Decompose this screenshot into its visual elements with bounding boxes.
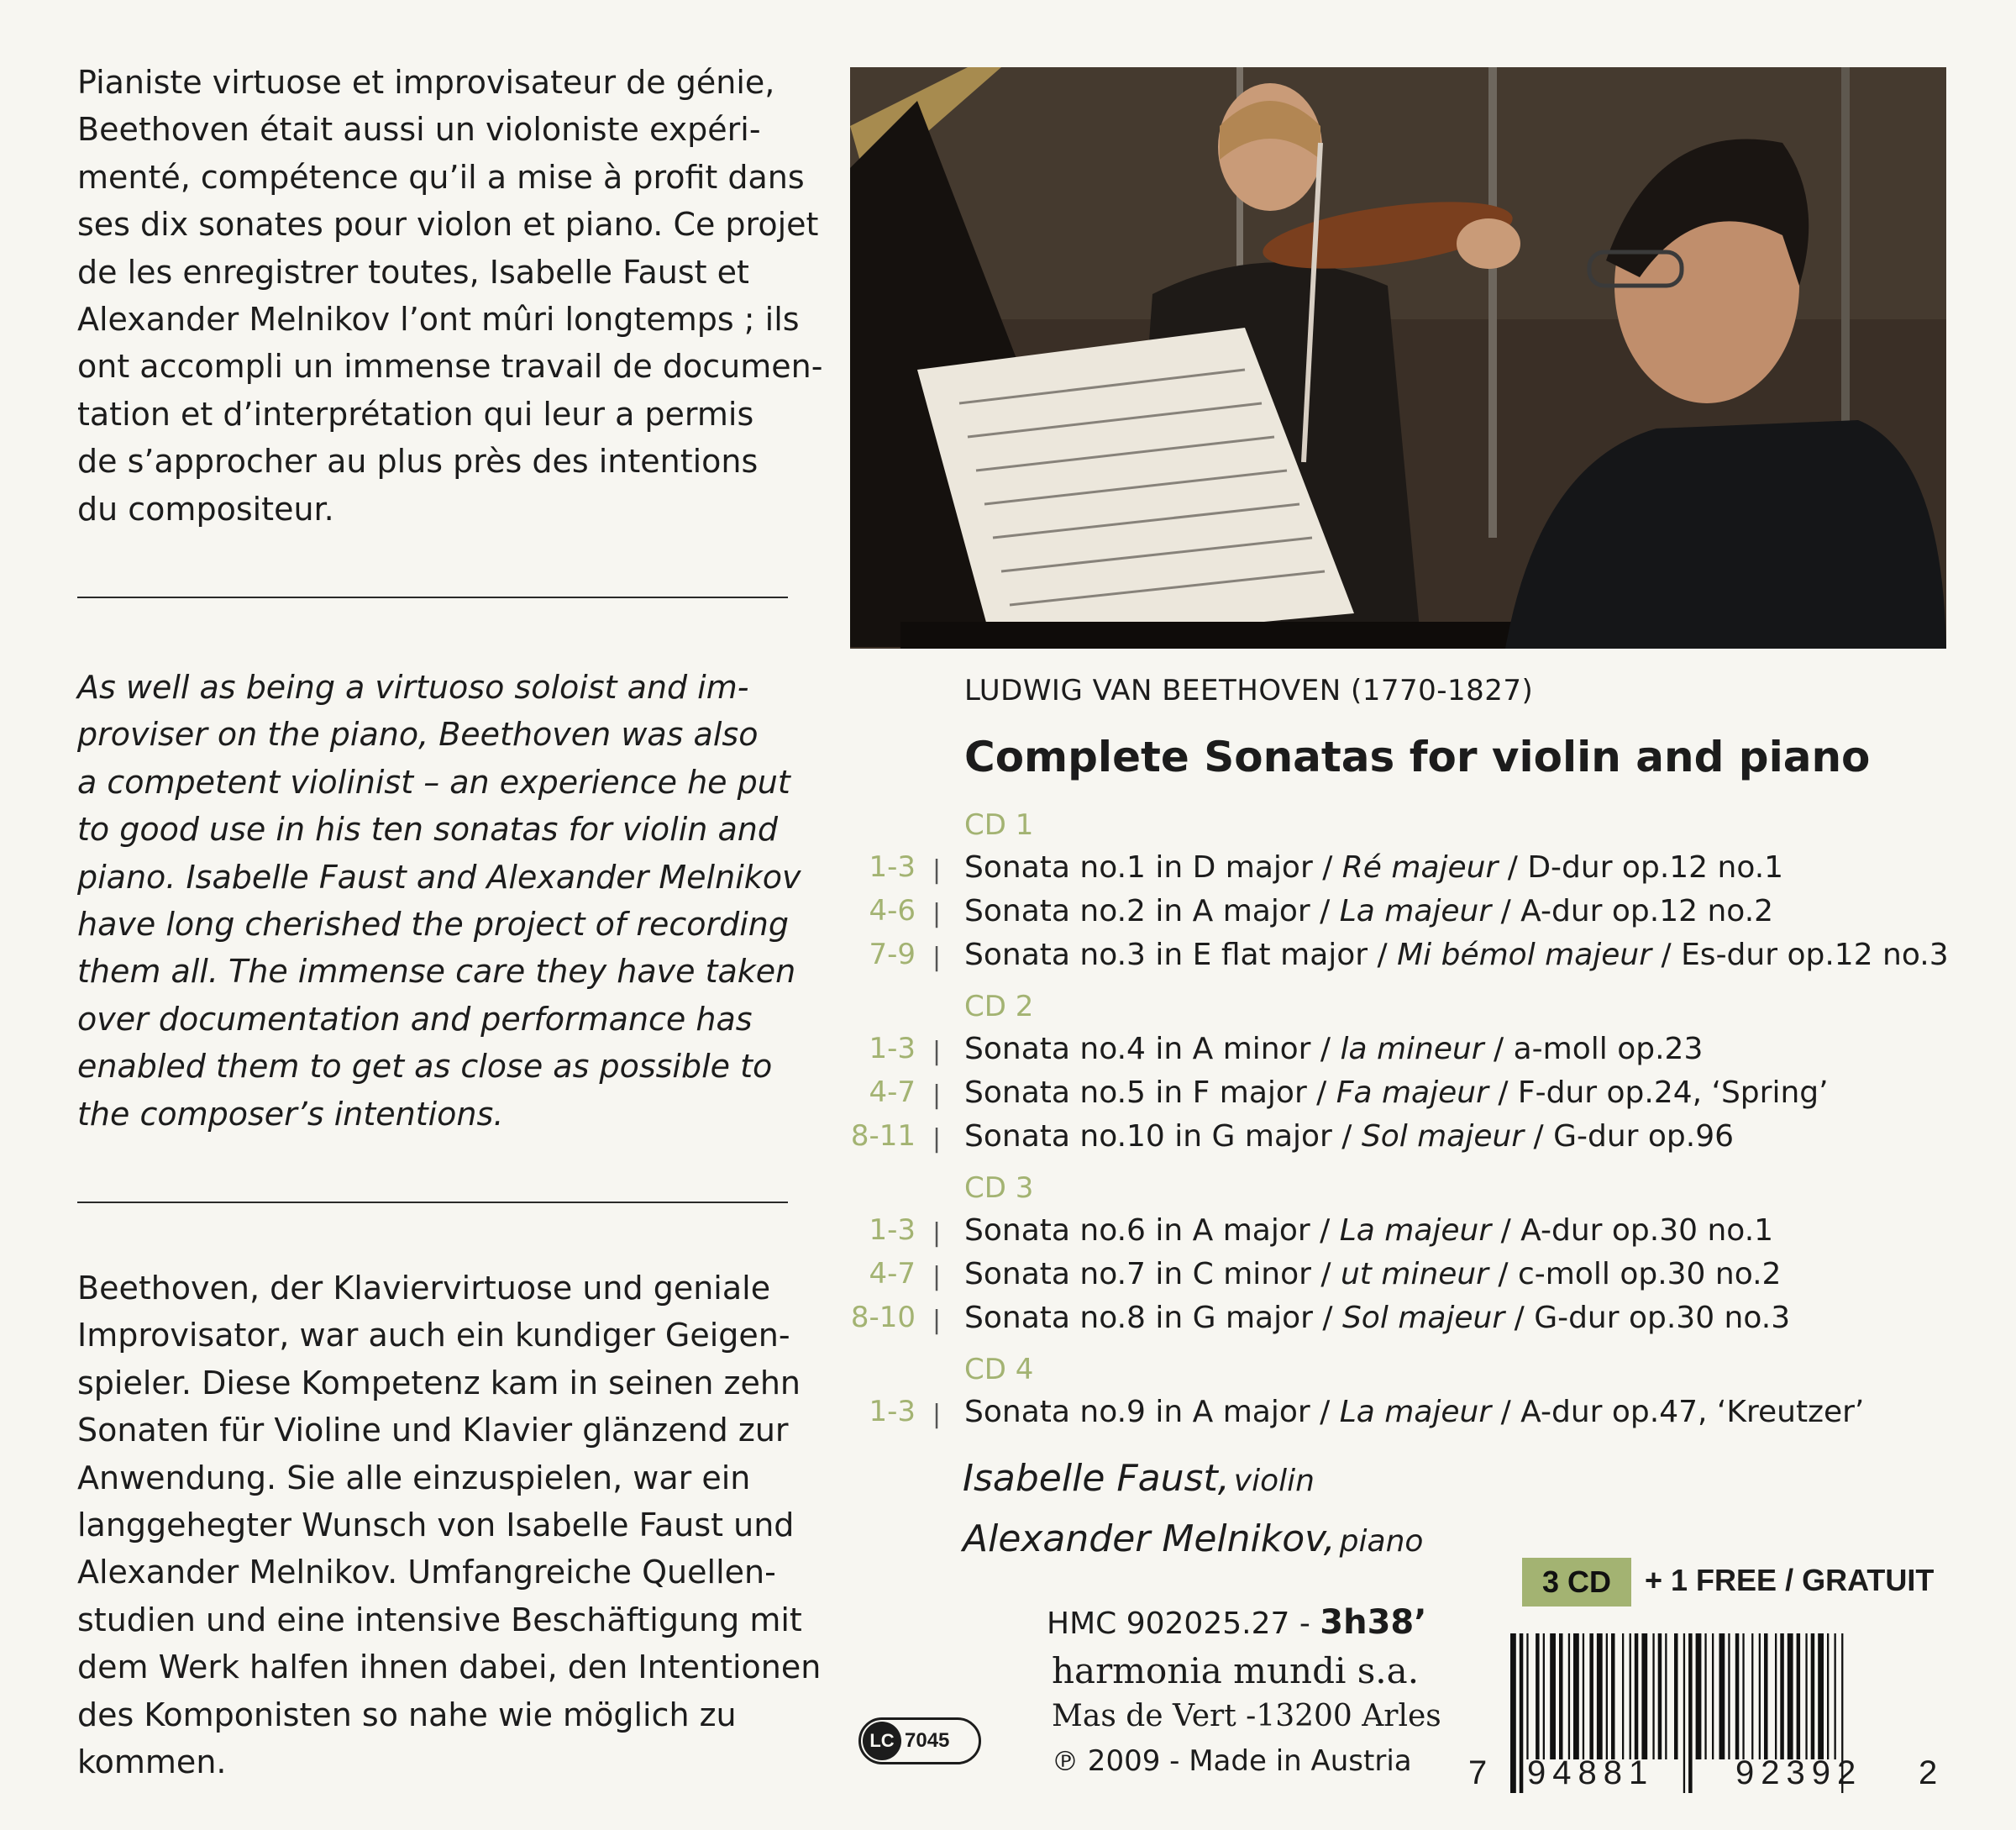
track-row <box>840 1395 1949 1435</box>
text-line: Beethoven, der Klaviervirtuose und geniale <box>77 1270 771 1307</box>
english-paragraph <box>77 664 801 1138</box>
barcode-bar <box>1818 1633 1824 1759</box>
performer-name: Isabelle Faust, <box>963 1457 1230 1500</box>
track-separator: | <box>932 1306 942 1335</box>
track-separator: | <box>932 855 942 885</box>
catalog-line <box>1047 1603 1426 1642</box>
title-french: Fa majeur <box>1336 1075 1488 1110</box>
title-french: Sol majeur <box>1361 1119 1525 1154</box>
barcode-digits-left: 94881 <box>1527 1754 1655 1791</box>
barcode-bar <box>1630 1633 1631 1759</box>
title-french: ut mineur <box>1340 1257 1488 1291</box>
label-code-logo <box>858 1717 981 1764</box>
barcode-bar <box>1780 1633 1784 1759</box>
text-line: a competent violinist – an experience he put <box>77 763 790 801</box>
barcode-digits-right: 92392 <box>1735 1754 1863 1791</box>
text-line: tation et d’interprétation qui leur a permis <box>77 395 754 433</box>
performer-instrument: piano <box>1339 1524 1424 1559</box>
track-numbers: 8-10 <box>850 1301 916 1334</box>
title-german: / G-dur op.30 no.3 <box>1504 1301 1791 1335</box>
barcode-bar <box>1742 1633 1744 1759</box>
german-paragraph <box>77 1265 822 1785</box>
title-german: / A-dur op.30 no.1 <box>1491 1213 1774 1248</box>
german-block <box>77 1265 822 1785</box>
performer-name: Alexander Melnikov, <box>963 1517 1336 1560</box>
title-english: Sonata no.3 in E flat major / <box>964 938 1398 972</box>
title-french: la mineur <box>1340 1032 1484 1066</box>
barcode-bar <box>1652 1633 1654 1759</box>
barcode-bar <box>1665 1633 1667 1759</box>
barcode-bar <box>1759 1633 1761 1759</box>
barcode-bar <box>1543 1633 1545 1759</box>
track-row <box>840 850 1949 891</box>
barcode-bar <box>1510 1633 1516 1793</box>
liner-notes-column <box>77 59 823 533</box>
text-line: du compositeur. <box>77 490 334 528</box>
text-line: the composer’s intentions. <box>77 1095 504 1133</box>
track-row <box>840 1075 1949 1116</box>
track-numbers: 4-6 <box>869 894 916 928</box>
barcode-bar <box>1611 1633 1615 1759</box>
barcode-bar <box>1583 1633 1584 1759</box>
track-title <box>964 1032 1703 1066</box>
track-row <box>840 1213 1949 1254</box>
title-english: Sonata no.2 in A major / <box>964 894 1340 928</box>
barcode-bar <box>1728 1633 1730 1759</box>
barcode-bar <box>1550 1633 1556 1759</box>
track-separator: | <box>932 1262 942 1291</box>
text-line: kommen. <box>77 1743 227 1781</box>
barcode-digit-last: 2 <box>1919 1754 1938 1791</box>
track-title <box>964 894 1773 928</box>
track-separator: | <box>932 1400 942 1429</box>
text-line: Alexander Melnikov. Umfangreiche Quellen- <box>77 1554 776 1591</box>
title-english: Sonata no.1 in D major / <box>964 850 1342 885</box>
cd-label: CD 3 <box>964 1171 1034 1205</box>
barcode-digit-first: 7 <box>1468 1754 1488 1791</box>
barcode-bar <box>1573 1633 1579 1759</box>
title-german: / A-dur op.12 no.2 <box>1491 894 1774 928</box>
title-french: La majeur <box>1339 894 1492 928</box>
cd-label: CD 2 <box>964 990 1034 1023</box>
barcode-bar <box>1688 1633 1693 1793</box>
track-separator: | <box>932 1037 942 1066</box>
record-label-name: harmonia mundi s.a. <box>1052 1650 1420 1691</box>
divider-1 <box>77 597 788 598</box>
title-english: Sonata no.8 in G major / <box>964 1301 1342 1335</box>
barcode-bar <box>1536 1633 1540 1759</box>
performer-instrument: violin <box>1233 1464 1315 1498</box>
text-line: Improvisator, war auch ein kundiger Geigen- <box>77 1317 790 1354</box>
track-separator: | <box>932 1218 942 1248</box>
title-german: / Es-dur op.12 no.3 <box>1651 938 1949 972</box>
track-separator: | <box>932 943 942 972</box>
text-line: Anwendung. Sie alle einzuspielen, war ein <box>77 1459 751 1496</box>
text-line: des Komponisten so nahe wie möglich zu <box>77 1696 737 1733</box>
track-row <box>840 1257 1949 1297</box>
track-row <box>840 1032 1949 1072</box>
barcode-bar <box>1674 1633 1678 1759</box>
track-title <box>964 1257 1781 1291</box>
barcode-bar <box>1635 1633 1639 1759</box>
text-line: dem Werk halfen ihnen dabei, den Intentionen <box>77 1649 822 1686</box>
track-numbers: 1-3 <box>869 850 916 884</box>
cd-label: CD 4 <box>964 1353 1034 1386</box>
text-line: de s’approcher au plus près des intentions <box>77 443 759 481</box>
track-title <box>964 1213 1773 1248</box>
title-english: Sonata no.4 in A minor / <box>964 1032 1341 1066</box>
track-title <box>964 1119 1734 1154</box>
track-separator: | <box>932 1124 942 1154</box>
title-english: Sonata no.7 in C minor / <box>964 1257 1341 1291</box>
work-title: Complete Sonatas for violin and piano <box>964 733 1871 781</box>
free-badge-text: + 1 FREE / GRATUIT <box>1645 1563 1935 1597</box>
track-title <box>964 1301 1790 1335</box>
text-line: them all. The immense care they have taken <box>77 953 796 991</box>
lc-mark: LC <box>863 1722 901 1760</box>
barcode-bar <box>1520 1633 1524 1793</box>
title-german: / c-moll op.30 no.2 <box>1488 1257 1782 1291</box>
title-french: La majeur <box>1339 1213 1492 1248</box>
total-duration: 3h38’ <box>1320 1603 1427 1642</box>
photo-illustration <box>850 67 1946 649</box>
barcode-bar <box>1805 1633 1807 1759</box>
recording-session-photo <box>850 67 1946 649</box>
title-french: Ré majeur <box>1341 850 1499 885</box>
barcode-bar <box>1827 1633 1829 1759</box>
barcode-bar <box>1788 1633 1793 1759</box>
barcode-bar <box>1835 1633 1836 1759</box>
text-line: proviser on the piano, Beethoven was also <box>77 716 759 754</box>
catalog-number: HMC 902025.27 <box>1047 1607 1290 1641</box>
track-row <box>840 1301 1949 1341</box>
title-german: / a-moll op.23 <box>1483 1032 1704 1066</box>
barcode-bar <box>1683 1633 1685 1793</box>
phonogram-symbol: ℗ <box>1052 1745 1079 1777</box>
track-numbers: 7-9 <box>869 938 916 971</box>
track-row <box>840 894 1949 934</box>
barcode-bar <box>1597 1633 1603 1759</box>
copyright-text: 2009 - Made in Austria <box>1079 1744 1412 1778</box>
text-line: de les enregistrer toutes, Isabelle Faust et <box>77 253 749 291</box>
text-line: langgehegter Wunsch von Isabelle Faust und <box>77 1507 795 1544</box>
lc-code: 7045 <box>905 1729 950 1752</box>
performer-violin <box>963 1457 1315 1500</box>
title-english: Sonata no.10 in G major / <box>964 1119 1362 1154</box>
barcode-bar <box>1568 1633 1570 1759</box>
barcode-bar <box>1696 1633 1702 1759</box>
cd-label: CD 1 <box>964 808 1034 842</box>
barcode-bar <box>1622 1633 1624 1759</box>
barcode-bar <box>1704 1633 1706 1759</box>
track-numbers: 1-3 <box>869 1213 916 1247</box>
track-separator: | <box>932 899 942 928</box>
divider-2 <box>77 1202 788 1203</box>
track-separator: | <box>932 1081 942 1110</box>
track-numbers: 8-11 <box>850 1119 916 1153</box>
text-line: ont accompli un immense travail de documen- <box>77 348 823 386</box>
copyright-line <box>1052 1744 1412 1778</box>
text-line: ses dix sonates pour violon et piano. Ce projet <box>77 206 819 244</box>
text-line: piano. Isabelle Faust and Alexander Melnikov <box>77 858 801 896</box>
barcode-bar <box>1589 1633 1593 1759</box>
french-paragraph <box>77 59 823 533</box>
barcode-bar <box>1559 1633 1563 1759</box>
barcode-bar <box>1751 1633 1753 1759</box>
barcode-bar <box>1526 1633 1528 1759</box>
title-french: Sol majeur <box>1341 1301 1505 1335</box>
track-title <box>964 1075 1829 1110</box>
barcode-bar <box>1775 1633 1777 1759</box>
text-line: have long cherished the project of recording <box>77 906 790 944</box>
text-line: enabled them to get as close as possible to <box>77 1048 773 1086</box>
track-numbers: 4-7 <box>869 1075 916 1109</box>
title-french: La majeur <box>1339 1395 1492 1429</box>
title-german: / D-dur op.12 no.1 <box>1498 850 1784 885</box>
text-line: to good use in his ten sonatas for violin and <box>77 811 778 849</box>
track-title <box>964 938 1949 972</box>
text-line: studien und eine intensive Beschäftigung mit <box>77 1601 802 1638</box>
text-line: spieler. Diese Kompetenz kam in seinen zehn <box>77 1364 801 1401</box>
cd-count-badge: 3 CD <box>1522 1558 1631 1607</box>
performer-piano <box>963 1517 1423 1560</box>
barcode-bar <box>1606 1633 1608 1759</box>
title-german: / F-dur op.24, ‘Spring’ <box>1488 1075 1829 1110</box>
track-row <box>840 1119 1949 1160</box>
composer-name: LUDWIG VAN BEETHOVEN (1770-1827) <box>964 674 1534 707</box>
barcode-bar <box>1811 1633 1815 1759</box>
title-german: / A-dur op.47, ‘Kreutzer’ <box>1491 1395 1865 1429</box>
barcode-bar <box>1735 1633 1740 1759</box>
track-title <box>964 1395 1864 1429</box>
text-line: Pianiste virtuose et improvisateur de génie, <box>77 64 775 101</box>
barcode-bar <box>1719 1633 1725 1759</box>
track-numbers: 1-3 <box>869 1032 916 1065</box>
title-english: Sonata no.5 in F major / <box>964 1075 1336 1110</box>
title-german: / G-dur op.96 <box>1524 1119 1735 1154</box>
catalog-separator: - <box>1289 1607 1320 1641</box>
english-block <box>77 664 801 1138</box>
title-french: Mi bémol majeur <box>1397 938 1652 972</box>
barcode-bar <box>1641 1633 1647 1759</box>
barcode-bar <box>1764 1633 1768 1759</box>
title-english: Sonata no.6 in A major / <box>964 1213 1340 1248</box>
track-numbers: 1-3 <box>869 1395 916 1428</box>
text-line: As well as being a virtuoso soloist and im- <box>77 669 749 706</box>
text-line: Beethoven était aussi un violoniste expéri- <box>77 111 761 149</box>
track-numbers: 4-7 <box>869 1257 916 1291</box>
barcode-bar <box>1658 1633 1662 1759</box>
barcode-bar <box>1712 1633 1714 1759</box>
track-title <box>964 850 1783 885</box>
label-address: Mas de Vert -13200 Arles <box>1052 1699 1441 1733</box>
track-row <box>840 938 1949 978</box>
text-line: Alexander Melnikov l’ont mûri longtemps ; ils <box>77 301 800 339</box>
text-line: menté, compétence qu’il a mise à profit dans <box>77 158 805 196</box>
text-line: over documentation and performance has <box>77 1000 753 1038</box>
title-english: Sonata no.9 in A major / <box>964 1395 1340 1429</box>
text-line: Sonaten für Violine und Klavier glänzend zur <box>77 1412 789 1449</box>
barcode-bar <box>1797 1633 1801 1759</box>
